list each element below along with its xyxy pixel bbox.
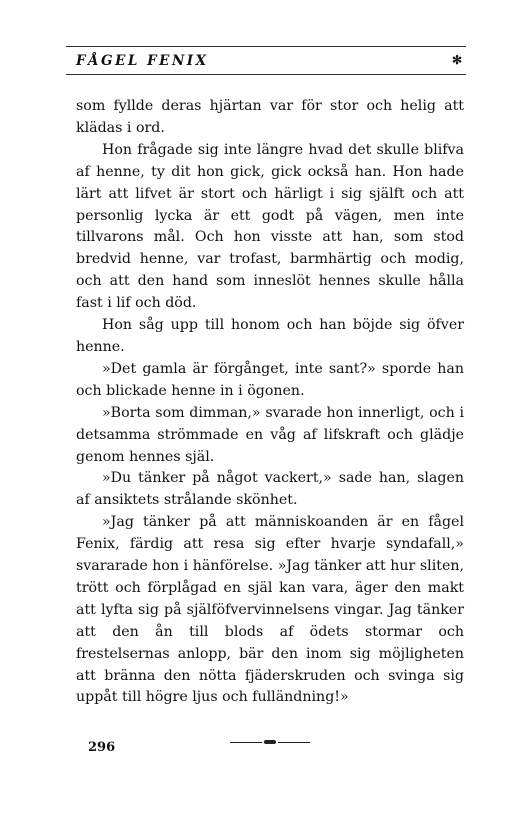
paragraph-2: Hon frågade sig inte längre hvad det skulle blifva af henne, ty dit hon gick, gick också han. Hon hade lärt att lifvet är stort och härligt i sig själft och att personlig lycka är ett godt på vägen, men inte tillvarons mål. Och hon visste att han, som stod bredvid henne, var trofast, barmhärtig och modig, och att den hand som inneslöt hennes skulle hålla fast i lif och död.	[76, 141, 464, 312]
paragraph-7: »Jag tänker på att människoanden är en fågel Fenix, färdig att resa sig efter hvarje syndafall,» svararade hon i hänförelse. »Jag tänker att hur sliten, trött och förplågad en själ kan vara, äger den makt att lyfta sig på själföfvervinnelsens vingar. Jag tänker att den ån till blods af ödets stormar och frestelsernas anlopp, bär den inom sig möjligheten att bränna den nötta fjäderskruden och svinga sig uppåt till högre ljus och fulländning!»	[76, 514, 464, 706]
running-title: FÅGEL FENIX	[76, 53, 209, 69]
paragraph-5: »Borta som dimman,» svarade hon innerligt, och i detsamma strömmade en våg af lifskraft och glädje genom hennes själ.	[76, 404, 464, 465]
header-rule-top	[66, 46, 466, 47]
tailpiece-ornament-icon	[230, 741, 310, 745]
paragraph-6: »Du tänker på något vackert,» sade han, slagen af ansiktets strålande skönhet.	[76, 470, 464, 509]
paragraph-3: Hon såg upp till honom och han böjde sig öfver henne.	[76, 317, 464, 355]
paragraph-4: »Det gamla är förgånget, inte sant?» sporde han och blickade henne in i ögonen.	[76, 360, 464, 399]
asterism-ornament-icon: ✻	[451, 53, 462, 67]
page-body-text	[76, 96, 464, 709]
paragraph-1: som fyllde deras hjärtan var för stor och helig att klädas i ord.	[76, 98, 464, 136]
page-number: 296	[88, 740, 116, 755]
running-header	[66, 46, 466, 78]
header-rule-bottom	[66, 74, 466, 75]
